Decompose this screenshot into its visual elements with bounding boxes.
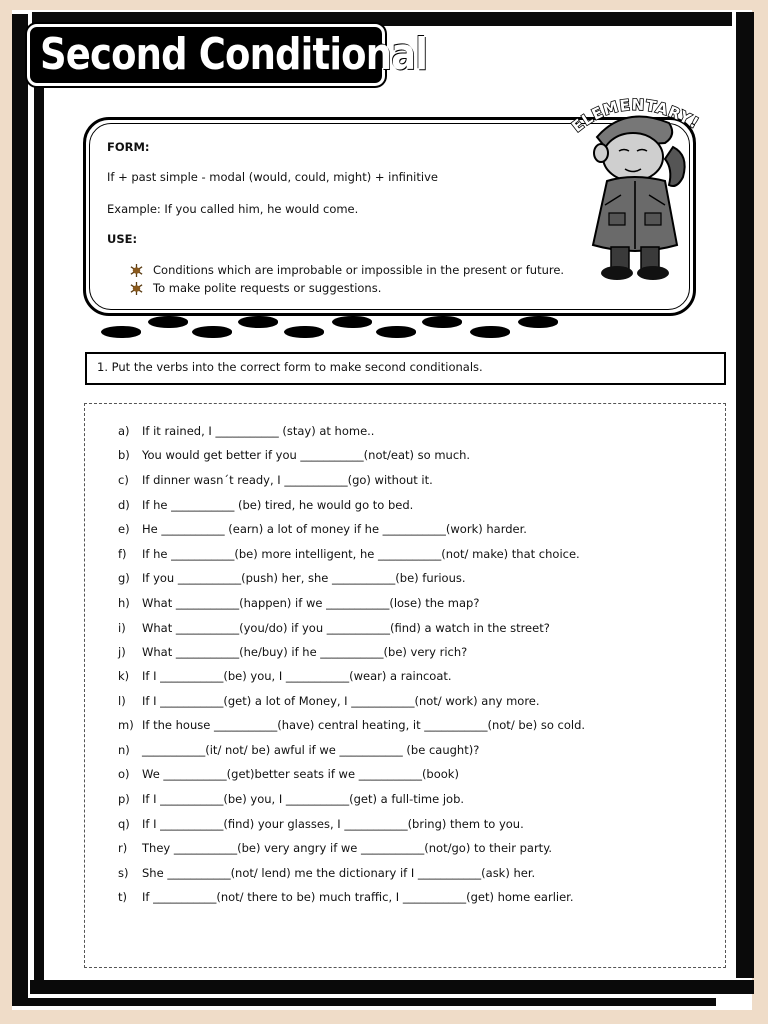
use-item-2: To make polite requests or suggestions.	[153, 281, 382, 295]
exercise-item	[118, 841, 552, 855]
exercise-instruction-box	[85, 352, 726, 385]
item-text: They ___________(be) very angry if we ___________(not/go) to their party.	[142, 841, 553, 855]
exercise-item	[118, 424, 374, 438]
item-text: If he ___________ (be) tired, he would go to bed.	[142, 498, 414, 512]
item-text: You would get better if you ___________(not/eat) so much.	[142, 448, 471, 462]
footprint-icon	[376, 326, 416, 338]
footprint-icon	[518, 316, 558, 328]
item-text: What ___________(he/buy) if he ___________(be) very rich?	[142, 645, 468, 659]
footprint-icon	[284, 326, 324, 338]
item-letter: j)	[118, 645, 126, 659]
exercise-item	[118, 448, 470, 462]
item-letter: l)	[118, 694, 126, 708]
item-text: We ___________(get)better seats if we ___________(book)	[142, 767, 459, 781]
exercise-item	[118, 817, 524, 831]
footprint-icon	[101, 326, 141, 338]
exercise-item	[118, 743, 479, 757]
item-text: If ___________(not/ there to be) much traffic, I ___________(get) home earlier.	[142, 890, 574, 904]
item-letter: f)	[118, 547, 127, 561]
title-banner	[27, 24, 428, 86]
exercise-item	[118, 473, 433, 487]
item-letter: o)	[118, 767, 130, 781]
item-text: He ___________ (earn) a lot of money if he ___________(work) harder.	[142, 522, 527, 536]
footprint-icon	[148, 316, 188, 328]
footprint-icon	[192, 326, 232, 338]
frame-bottom-bar-2	[12, 998, 716, 1006]
exercise-box	[84, 403, 726, 968]
item-letter: e)	[118, 522, 130, 536]
exercise-instruction: 1. Put the verbs into the correct form to make second conditionals.	[97, 360, 483, 374]
item-letter: m)	[118, 718, 134, 732]
exercise-item	[118, 792, 464, 806]
item-text: ___________(it/ not/ be) awful if we ___________ (be caught)?	[142, 743, 480, 757]
item-text: If I ___________(be) you, I ___________(wear) a raincoat.	[142, 669, 452, 683]
item-letter: n)	[118, 743, 130, 757]
item-letter: i)	[118, 621, 126, 635]
form-rule: If + past simple - modal (would, could, might) + infinitive	[107, 170, 438, 184]
item-letter: h)	[118, 596, 130, 610]
item-text: If the house ___________(have) central heating, it ___________(not/ be) so cold.	[142, 718, 586, 732]
item-text: If it rained, I ___________ (stay) at home..	[142, 424, 375, 438]
footprint-icon	[470, 326, 510, 338]
frame-bottom-bar	[30, 980, 754, 994]
elementary-character-illustration	[565, 85, 715, 290]
item-text: If he ___________(be) more intelligent, he ___________(not/ make) that choice.	[142, 547, 580, 561]
item-letter: k)	[118, 669, 130, 683]
exercise-item	[118, 718, 585, 732]
item-letter: q)	[118, 817, 130, 831]
frame-right-bar	[736, 12, 754, 978]
exercise-item	[118, 694, 540, 708]
item-letter: s)	[118, 866, 129, 880]
footprint-icon	[422, 316, 462, 328]
exercise-item	[118, 621, 550, 635]
item-letter: a)	[118, 424, 130, 438]
frame-left-inner-bar	[34, 84, 44, 980]
exercise-item	[118, 522, 527, 536]
exercise-item	[118, 890, 574, 904]
item-text: She ___________(not/ lend) me the dictionary if I ___________(ask) her.	[142, 866, 536, 880]
exercise-item	[118, 571, 466, 585]
footprint-icon	[238, 316, 278, 328]
item-text: If you ___________(push) her, she ___________(be) furious.	[142, 571, 466, 585]
exercise-item	[118, 866, 535, 880]
frame-left-bar	[12, 14, 28, 1004]
exercise-item	[118, 547, 580, 561]
item-letter: p)	[118, 792, 130, 806]
bug-bullet-icon	[130, 264, 143, 277]
item-text: If I ___________(get) a lot of Money, I ___________(not/ work) any more.	[142, 694, 540, 708]
item-letter: c)	[118, 473, 129, 487]
use-label: USE:	[107, 232, 138, 246]
bug-bullet-icon	[130, 282, 143, 295]
item-letter: t)	[118, 890, 127, 904]
exercise-item	[118, 645, 467, 659]
item-letter: g)	[118, 571, 130, 585]
footprint-icon	[332, 316, 372, 328]
exercise-item	[118, 767, 459, 781]
item-text: If I ___________(find) your glasses, I ___________(bring) them to you.	[142, 817, 524, 831]
form-label: FORM:	[107, 140, 150, 154]
use-item-1: Conditions which are improbable or impossible in the present or future.	[153, 263, 565, 277]
form-example: Example: If you called him, he would come.	[107, 202, 359, 216]
item-letter: b)	[118, 448, 130, 462]
item-text: If dinner wasn´t ready, I ___________(go) without it.	[142, 473, 433, 487]
exercise-item	[118, 669, 452, 683]
item-letter: r)	[118, 841, 128, 855]
elementary-badge: ELEMENTARY!	[568, 95, 703, 136]
item-text: What ___________(happen) if we ___________(lose) the map?	[142, 596, 480, 610]
item-text: What ___________(you/do) if you ___________(find) a watch in the street?	[142, 621, 550, 635]
item-text: If I ___________(be) you, I ___________(get) a full-time job.	[142, 792, 465, 806]
item-letter: d)	[118, 498, 130, 512]
page-title: Second Conditional	[40, 29, 428, 80]
exercise-item	[118, 596, 479, 610]
exercise-item	[118, 498, 413, 512]
